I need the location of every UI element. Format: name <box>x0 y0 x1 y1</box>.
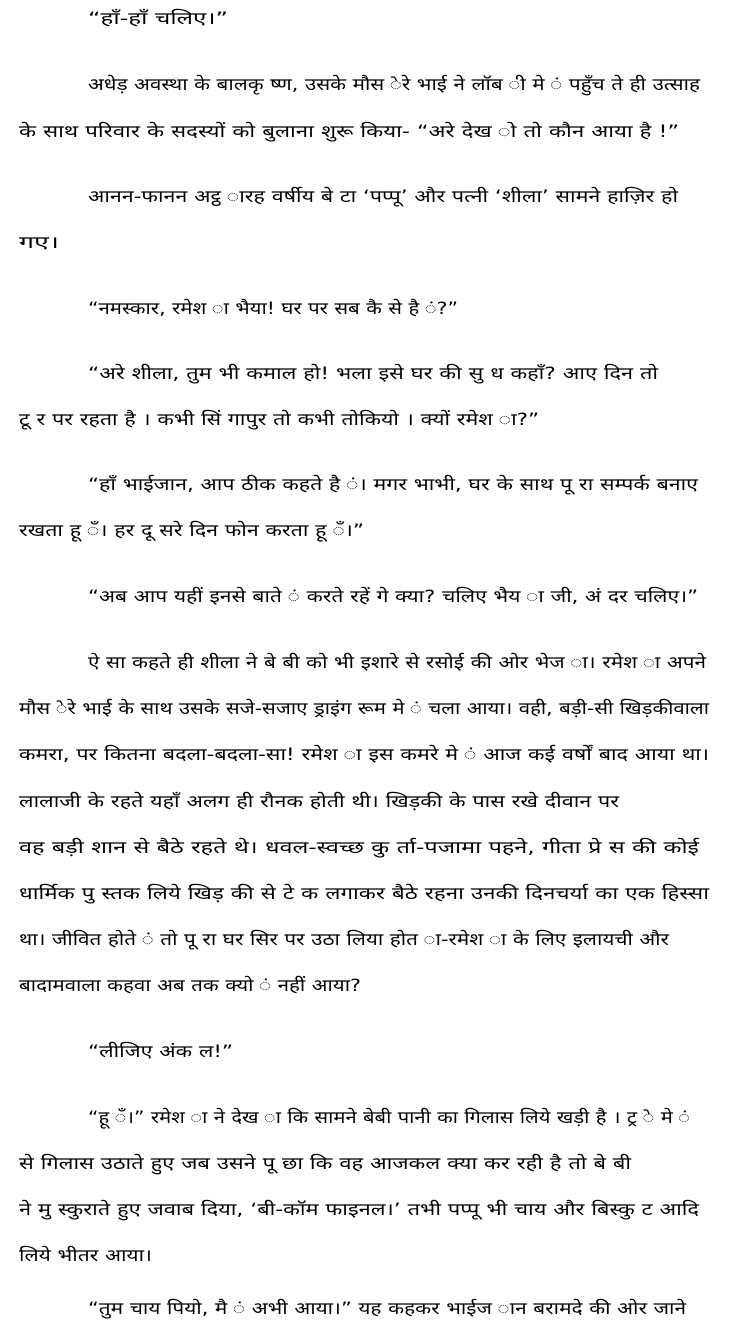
text-line: “लीजिए अंक ल!” <box>88 1042 234 1062</box>
text-line: था। जीवित होते ं तो पू रा घर सिर पर उठा लिया होत ा-रमेश ा के लिए इलायची और <box>19 930 670 950</box>
text-line: “अरे शीला, तुम भी कमाल हो! भला इसे घर की सु ध कहाँ? आए दिन तो <box>88 364 658 384</box>
text-line: बादामवाला कहवा अब तक क्यो ं नहीं आया? <box>19 976 361 996</box>
text-line: “हाँ भाईजान, आप ठीक कहते है ं। मगर भाभी, घर के साथ पू रा सम्पर्क बनाए <box>88 475 698 495</box>
text-line: के साथ परिवार के सदस्यों को बुलाना शुरू किया- “अरे देख ो तो कौन आया है !” <box>19 122 679 142</box>
text-line: “अब आप यहीं इनसे बाते ं करते रहें गे क्या? चलिए भैय ा जी, अं दर चलिए।” <box>88 587 698 607</box>
text-line: “हू ँ।” रमेश ा ने देख ा कि सामने बेबी पानी का गिलास लिये खड़ी है । ट्र े मे ं <box>88 1108 691 1128</box>
text-line: ने मु स्कुराते हुए जवाब दिया, ‘बी-कॉम फाइनल।’ तभी पप्पू भी चाय और बिस्कु ट आदि <box>19 1200 700 1220</box>
text-line: लालाजी के रहते यहाँ अलग ही रौनक होती थी। खिड़की के पास रखे दीवान पर <box>19 792 620 812</box>
text-line: वह बड़ी शान से बैठे रहते थे। धवल-स्वच्छ कु र्ता-पजामा पहने, गीता प्रे स की कोई <box>19 838 700 858</box>
text-line: टू र पर रहता है । कभी सिं गापुर तो कभी तोकियो । क्यों रमेश ा?” <box>19 410 540 430</box>
text-line: गए। <box>19 233 59 253</box>
text-line: रखता हू ँ। हर दू सरे दिन फोन करता हू ँ।” <box>19 521 364 541</box>
text-line: “नमस्कार, रमेश ा भैया! घर पर सब कै से है ं?” <box>88 299 458 319</box>
text-line: से गिलास उठाते हुए जब उसने पू छा कि वह आजकल क्या कर रही है तो बे बी <box>19 1154 632 1174</box>
text-line: लिये भीतर आया। <box>19 1246 153 1266</box>
text-line: कमरा, पर कितना बदला-बदला-सा! रमेश ा इस कमरे मे ं आज कई वर्षों बाद आया था। <box>19 745 710 765</box>
text-line: ऐ सा कहते ही शीला ने बे बी को भी इशारे से रसोई की ओर भेज ा। रमेश ा अपने <box>88 653 707 673</box>
text-line: “हाँ-हाँ चलिए।” <box>88 9 229 29</box>
text-line: “तुम चाय पियो, मै ं अभी आया।” यह कहकर भाईज ान बरामदे की ओर जाने <box>88 1299 687 1319</box>
text-line: आनन-फानन अट्ठ ारह वर्षीय बे टा ‘पप्पू’ और पत्नी ‘शीला’ सामने हाज़िर हो <box>88 187 678 207</box>
text-line: अधेड़ अवस्था के बालकृ ष्ण, उसके मौस ेरे भाई ने लॉब ी मे ं पहुँच ते ही उत्साह <box>88 75 700 95</box>
text-line: मौस ेरे भाई के साथ उसके सजे-सजाए ड्राइंग रूम मे ं चला आया। वही, बड़ी-सी खिड़कीवाला <box>19 699 709 719</box>
text-line: धार्मिक पु स्तक लिये खिड़ की से टे क लगाकर बैठे रहना उनकी दिनचर्या का एक हिस्सा <box>19 884 709 904</box>
